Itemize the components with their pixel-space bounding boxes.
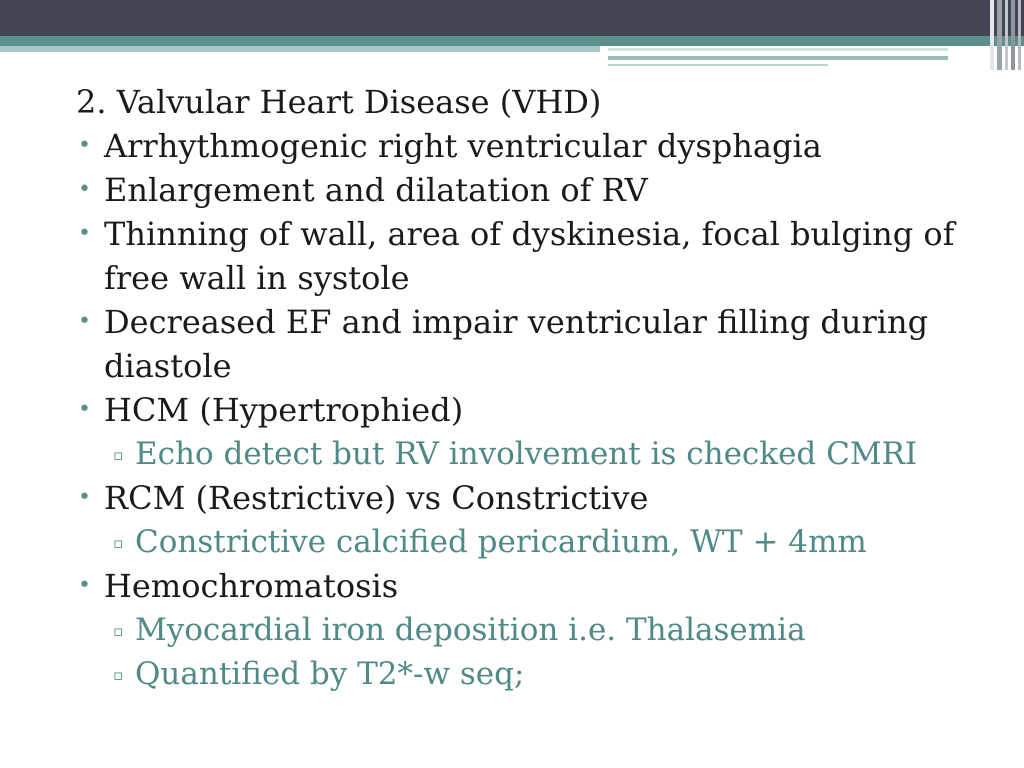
bullet-item xyxy=(76,476,976,520)
bullet-text: HCM (Hypertrophied) xyxy=(104,391,464,429)
header-teal-band xyxy=(0,36,1024,46)
bullet-dot-icon: • xyxy=(78,485,91,510)
sub-bullet-text: Constrictive calcified pericardium, WT + 4mm xyxy=(135,524,867,560)
header-vertical-bar xyxy=(990,0,994,70)
bullet-item xyxy=(76,564,976,608)
bullet-item xyxy=(76,388,976,432)
bullet-item xyxy=(76,168,976,212)
sub-bullet-item xyxy=(76,652,976,696)
header-vertical-bar xyxy=(1018,0,1021,70)
bullet-dot-icon: • xyxy=(78,309,91,334)
header-vertical-bar xyxy=(997,0,1002,70)
bullet-item xyxy=(76,124,976,168)
sub-bullet-item xyxy=(76,520,976,564)
bullet-item xyxy=(76,212,976,300)
square-bullet-icon: ▫ xyxy=(113,666,124,684)
slide-heading-line: 2. Valvular Heart Disease (VHD) xyxy=(76,83,602,121)
bullet-text: RCM (Restrictive) vs Constrictive xyxy=(104,479,649,517)
sub-bullet-text: Echo detect but RV involvement is checked CMRI xyxy=(135,436,918,472)
bullet-text: Decreased EF and impair ventricular filling during diastole xyxy=(104,303,929,385)
header-vertical-bar xyxy=(1005,0,1008,70)
sub-bullet-text: Quantified by T2*-w seq; xyxy=(135,656,525,692)
sub-bullet-item xyxy=(76,608,976,652)
bullet-text: Hemochromatosis xyxy=(104,567,399,605)
bullet-dot-icon: • xyxy=(78,177,91,202)
bullet-text: Enlargement and dilatation of RV xyxy=(104,171,648,209)
bullet-list xyxy=(76,124,976,696)
bullet-item xyxy=(76,300,976,388)
header-vertical-bar xyxy=(1011,0,1015,70)
slide-content xyxy=(76,80,976,696)
square-bullet-icon: ▫ xyxy=(113,446,124,464)
sub-bullet-item xyxy=(76,432,976,476)
square-bullet-icon: ▫ xyxy=(113,622,124,640)
header-accent-line xyxy=(608,64,828,66)
square-bullet-icon: ▫ xyxy=(113,534,124,552)
bullet-dot-icon: • xyxy=(78,133,91,158)
bullet-dot-icon: • xyxy=(78,397,91,422)
bullet-text: Arrhythmogenic right ventricular dysphagia xyxy=(104,127,822,165)
header-teal-light-band xyxy=(0,46,600,52)
bullet-dot-icon: • xyxy=(78,221,91,246)
sub-bullet-text: Myocardial iron deposition i.e. Thalasemia xyxy=(135,612,806,648)
bullet-dot-icon: • xyxy=(78,573,91,598)
header-dark-band xyxy=(0,0,1024,36)
header-accent-line xyxy=(608,56,948,60)
bullet-text: Thinning of wall, area of dyskinesia, focal bulging of free wall in systole xyxy=(104,215,955,297)
header-accent-line xyxy=(608,48,948,51)
